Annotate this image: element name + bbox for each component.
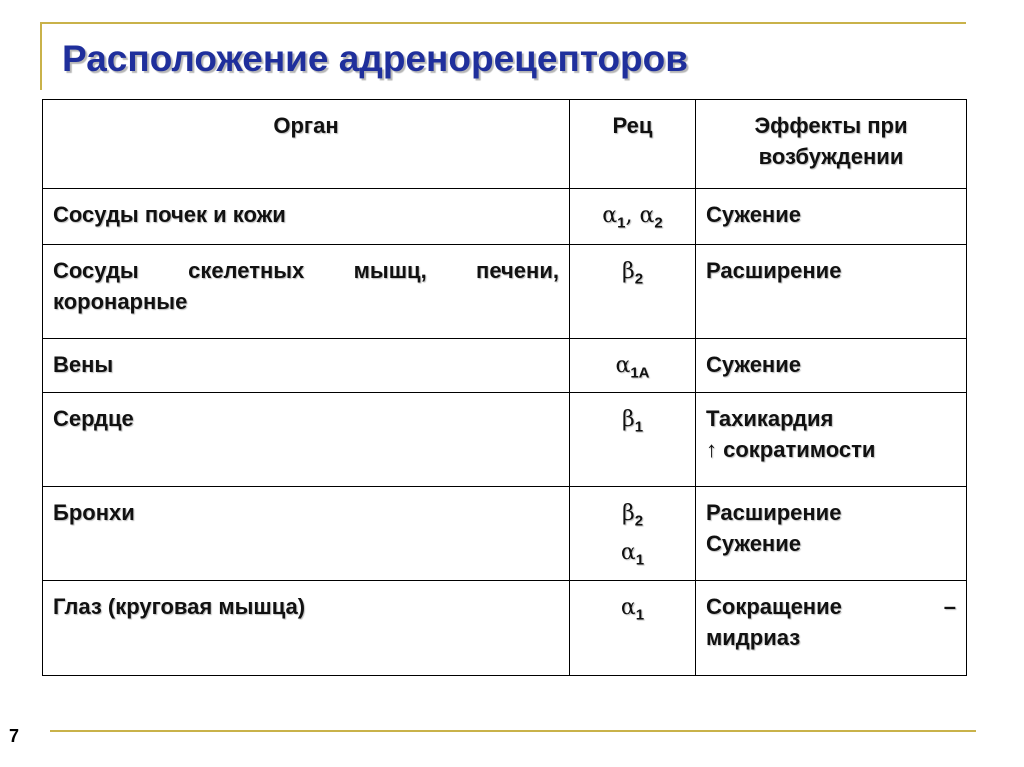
effect-text: Тахикардия — [706, 406, 834, 431]
slide-title: Расположение адренорецепторов — [62, 38, 689, 79]
effect-cell — [696, 581, 967, 676]
receptor-symbol: $\alpha_{1A}$ — [615, 353, 650, 382]
organ-text: Сосуды почек и кожи — [53, 202, 286, 227]
table-row — [43, 393, 967, 487]
effect-cell — [696, 487, 967, 581]
table-row — [43, 487, 967, 581]
effect-text: Расширение — [706, 500, 842, 525]
bottom-rule — [50, 730, 976, 732]
organ-cell — [43, 487, 570, 581]
receptor-cell — [570, 189, 696, 245]
table-row — [43, 581, 967, 676]
effect-text: Сужение — [706, 202, 801, 227]
organ-word: Сосуды — [53, 258, 139, 283]
dash-symbol: – — [943, 594, 956, 619]
effect-cell — [696, 189, 967, 245]
page-number: 7 — [9, 726, 20, 746]
organ-word: мышц, — [353, 258, 427, 283]
header-effects-line2: возбуждении — [758, 144, 904, 169]
effect-cell — [696, 393, 967, 487]
organ-cell — [43, 581, 570, 676]
receptor-cell — [570, 393, 696, 487]
receptor-symbol: $\alpha_1$ — [620, 595, 645, 624]
receptor-symbol: $\beta_1$ — [621, 407, 644, 436]
receptor-cell — [570, 581, 696, 676]
receptor-symbol: $\beta_2$ — [621, 259, 644, 288]
receptor-symbol: $\beta_2$ — [621, 501, 644, 530]
organ-word: печени, — [476, 258, 559, 283]
organ-word: скелетных — [188, 258, 305, 283]
receptor-cell — [570, 339, 696, 393]
top-rule — [40, 22, 966, 24]
header-effects-line1: Эффекты при — [754, 113, 908, 138]
receptor-table — [42, 99, 967, 676]
organ-cell — [43, 393, 570, 487]
organ-cell — [43, 189, 570, 245]
table-row — [43, 245, 967, 339]
organ-text: Глаз (круговая мышца) — [53, 594, 306, 619]
effect-cell — [696, 245, 967, 339]
organ-text: Бронхи — [53, 500, 135, 525]
receptor-cell — [570, 245, 696, 339]
effect-text-line1 — [706, 591, 956, 622]
header-rec: Рец — [570, 100, 696, 189]
receptor-cell — [570, 487, 696, 581]
organ-cell — [43, 245, 570, 339]
organ-text-line1 — [53, 255, 559, 286]
receptor-symbol: $\alpha_1$ — [620, 540, 645, 569]
effect-text: Расширение — [706, 258, 842, 283]
table-row — [43, 189, 967, 245]
organ-cell — [43, 339, 570, 393]
effect-cell — [696, 339, 967, 393]
header-effects — [696, 100, 967, 189]
header-row — [43, 100, 967, 189]
organ-text-line2: коронарные — [53, 289, 188, 314]
effect-text: Сужение — [706, 531, 801, 556]
receptor-symbol: $\alpha_1$, $\alpha_2$ — [602, 203, 663, 232]
table-row — [43, 339, 967, 393]
effect-text: Сокращение — [706, 594, 842, 619]
effect-text: ↑ сократимости — [706, 437, 876, 462]
organ-text: Вены — [53, 352, 114, 377]
effect-text: Сужение — [706, 352, 801, 377]
header-organ: Орган — [43, 100, 570, 189]
organ-text: Сердце — [53, 406, 134, 431]
left-rule — [40, 22, 42, 90]
effect-text: мидриаз — [706, 625, 801, 650]
